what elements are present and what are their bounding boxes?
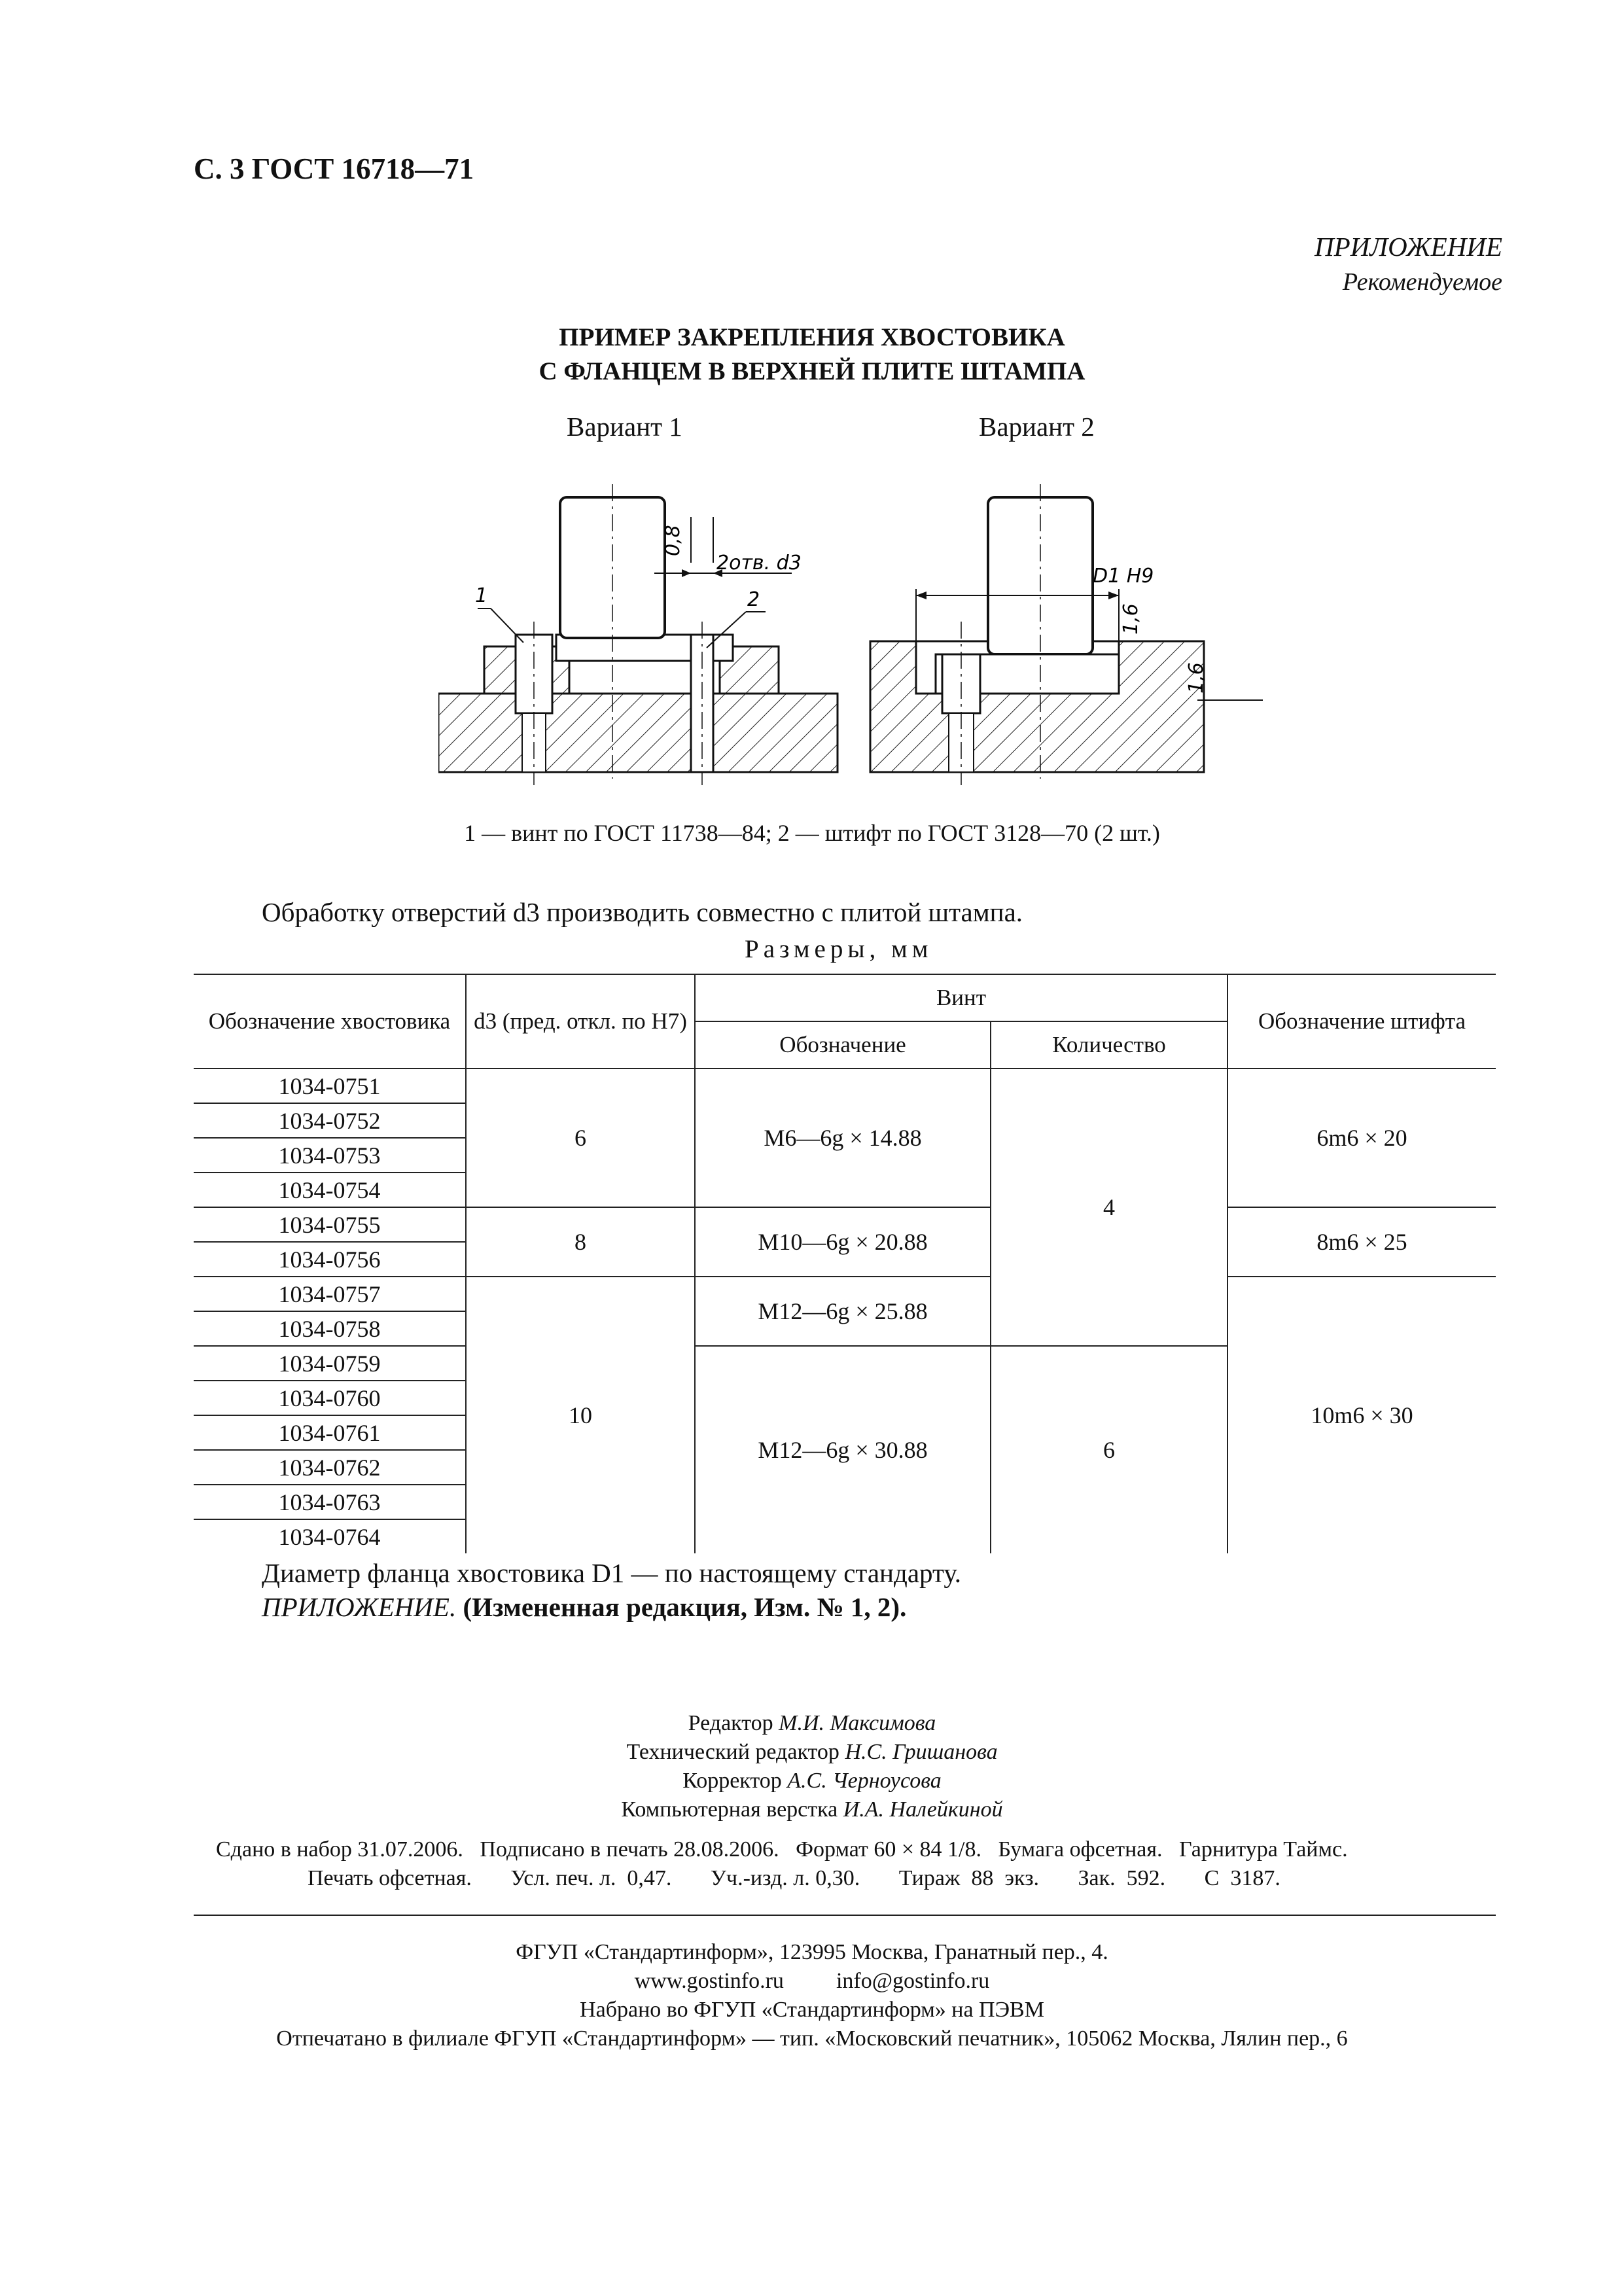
variant-1-label: Вариант 1 — [567, 412, 682, 442]
appendix-type: Рекомендуемое — [1342, 268, 1502, 296]
screw-designation: M10—6g × 20.88 — [695, 1207, 991, 1277]
publication-info-1: Сдано в набор 31.07.2006. Подписано в печать 28.08.2006. Формат 60 × 84 1/8. Бумага офсетная. Гарнитура Таймс. — [216, 1837, 1348, 1862]
roughness-label-1: 0,8 — [662, 525, 684, 556]
d3-value: 8 — [466, 1207, 695, 1277]
credit-role: Компьютерная верстка — [621, 1797, 838, 1822]
screw-designation: M6—6g × 14.88 — [695, 1069, 991, 1207]
row-designation: 1034-0751 — [194, 1069, 466, 1103]
credit-tech-editor — [0, 1738, 1624, 1767]
row-designation: 1034-0756 — [194, 1242, 466, 1277]
d3-value: 10 — [466, 1277, 695, 1553]
footer — [0, 1938, 1624, 2053]
variant-2-drawing — [870, 484, 1263, 785]
credit-layout — [0, 1795, 1624, 1824]
row-designation: 1034-0761 — [194, 1415, 466, 1450]
table-row — [194, 1277, 1496, 1311]
email-link[interactable]: info@gostinfo.ru — [836, 1969, 990, 1993]
appendix-label — [1315, 229, 1502, 300]
credit-name: А.С. Черноусова — [787, 1769, 942, 1793]
credit-name: И.А. Налейкиной — [843, 1797, 1003, 1822]
header-d3: d3 (пред. откл. по H7) — [466, 974, 695, 1069]
variant-2-label: Вариант 2 — [979, 412, 1095, 442]
revision-text: (Измененная редакция, Изм. № 1, 2). — [463, 1592, 907, 1622]
row-designation: 1034-0764 — [278, 1523, 381, 1550]
sizes-label: Размеры, мм — [745, 935, 933, 963]
page-header: С. 3 ГОСТ 16718—71 — [194, 152, 474, 185]
row-designation: 1034-0758 — [194, 1311, 466, 1346]
row-designation: 1034-0762 — [194, 1450, 466, 1485]
revision-appendix-label: ПРИЛОЖЕНИЕ. — [262, 1592, 457, 1622]
part-2-label: 2 — [747, 588, 760, 611]
row-designation: 1034-0752 — [194, 1103, 466, 1138]
screw-quantity: 4 — [991, 1069, 1227, 1346]
part-1-label: 1 — [475, 584, 488, 607]
pin-designation: 8m6 × 25 — [1227, 1207, 1496, 1277]
title-line-2: С ФЛАНЦЕМ В ВЕРХНЕЙ ПЛИТЕ ШТАМПА — [538, 357, 1086, 385]
row-designation: 1034-0757 — [194, 1277, 466, 1311]
credit-role: Редактор — [688, 1711, 773, 1735]
roughness-label-2: 1,6 — [1120, 603, 1142, 635]
screw-quantity: 6 — [991, 1346, 1227, 1553]
table-row — [194, 1207, 1496, 1242]
instruction-text: Обработку отверстий d3 производить совместно с плитой штампа. — [262, 897, 1023, 927]
screw-designation: M12—6g × 30.88 — [695, 1346, 991, 1553]
technical-drawing — [438, 471, 1276, 798]
credit-corrector — [0, 1767, 1624, 1795]
website-link[interactable]: www.gostinfo.ru — [634, 1969, 784, 1993]
credit-role: Корректор — [682, 1769, 782, 1793]
row-designation: 1034-0754 — [194, 1173, 466, 1207]
credit-name: М.И. Максимова — [779, 1711, 936, 1735]
revision-note — [262, 1591, 906, 1623]
pin-designation: 10m6 × 30 — [1227, 1277, 1496, 1553]
d1-label: D1 H9 — [1093, 565, 1154, 588]
footer-typeset: Набрано во ФГУП «Стандартинформ» на ПЭВМ — [580, 1998, 1044, 2022]
flange-note: Диаметр фланца хвостовика D1 — по настоящему стандарту. — [262, 1558, 962, 1588]
title-line-1: ПРИМЕР ЗАКРЕПЛЕНИЯ ХВОСТОВИКА — [559, 323, 1065, 351]
header-screw: Винт — [695, 974, 1227, 1021]
footer-printed: Отпечатано в филиале ФГУП «Стандартинформ» — тип. «Московский печатник», 105062 Москва, Лялин пер., 6 — [276, 2026, 1348, 2051]
holes-label: 2отв. d3 — [716, 552, 802, 574]
credit-name: Н.С. Гришанова — [845, 1740, 998, 1764]
row-designation: 1034-0755 — [194, 1207, 466, 1242]
variant-1-drawing — [438, 484, 838, 785]
drawing-caption: 1 — винт по ГОСТ 11738—84; 2 — штифт по ГОСТ 3128—70 (2 шт.) — [464, 820, 1160, 846]
credit-editor — [0, 1709, 1624, 1738]
publication-info-2: Печать офсетная. Усл. печ. л. 0,47. Уч.-изд. л. 0,30. Тираж 88 экз. Зак. 592. С 3187. — [308, 1866, 1280, 1890]
header-pin: Обозначение штифта — [1227, 974, 1496, 1069]
credit-role: Технический редактор — [626, 1740, 839, 1764]
header-screw-quantity: Количество — [991, 1021, 1227, 1069]
footer-org: ФГУП «Стандартинформ», 123995 Москва, Гранатный пер., 4. — [516, 1940, 1108, 1964]
d3-value: 6 — [466, 1069, 695, 1207]
specification-table — [194, 974, 1496, 1553]
roughness-label-3: 1,6 — [1185, 662, 1208, 694]
appendix-title: ПРИЛОЖЕНИЕ — [1315, 232, 1502, 262]
document-title — [0, 321, 1624, 389]
credits-block — [0, 1709, 1624, 1824]
footer-web — [0, 1967, 1624, 1996]
pin-designation: 6m6 × 20 — [1227, 1069, 1496, 1207]
table-row — [194, 1069, 1496, 1103]
header-designation: Обозначение хвостовика — [194, 974, 466, 1069]
row-designation: 1034-0753 — [194, 1138, 466, 1173]
row-designation: 1034-0760 — [194, 1381, 466, 1415]
row-designation: 1034-0763 — [194, 1485, 466, 1519]
row-designation: 1034-0759 — [194, 1346, 466, 1381]
header-screw-designation: Обозначение — [695, 1021, 991, 1069]
screw-designation: M12—6g × 25.88 — [695, 1277, 991, 1346]
divider — [194, 1915, 1496, 1916]
